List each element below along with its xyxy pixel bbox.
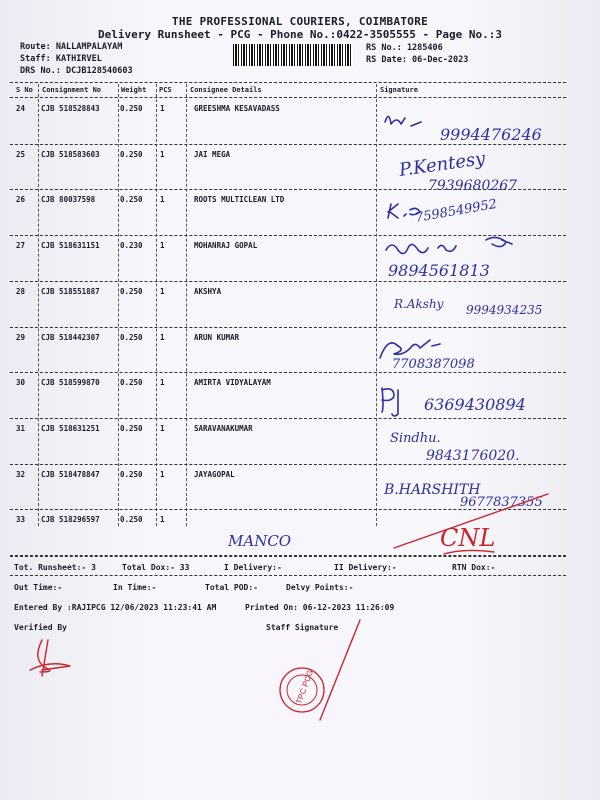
row-weight: 0.250 bbox=[120, 423, 143, 433]
row-consignee: MOHANRAJ GOPAL bbox=[194, 241, 258, 251]
handwritten-phone-32: 9677837355 bbox=[460, 495, 543, 510]
signature-row-30 bbox=[382, 388, 398, 416]
row-consignee: AMIRTA VIDYALAYAM bbox=[194, 378, 271, 388]
row-sno: 24 bbox=[16, 104, 26, 113]
row-consignee: SARAVANAKUMAR bbox=[194, 423, 253, 433]
verified-by: Verified By bbox=[14, 623, 67, 632]
col-header-sno: S No bbox=[16, 86, 33, 94]
cnl-mark: CNL bbox=[440, 524, 496, 552]
row-sno: 31 bbox=[16, 423, 26, 433]
row-sno: 25 bbox=[16, 149, 26, 159]
signature-row-24 bbox=[385, 116, 421, 126]
row-consignee: ARUN KUMAR bbox=[194, 332, 240, 342]
signature-row-28: R.Akshy bbox=[394, 297, 444, 311]
row-pcs: 1 bbox=[160, 195, 165, 205]
staff-signature-mark bbox=[320, 620, 360, 720]
row-weight: 0.250 bbox=[120, 149, 143, 159]
rtn-dox: RTN Dox:- bbox=[452, 563, 496, 572]
row-consignment: CJB 518296597 bbox=[41, 515, 100, 525]
entered-by: Entered By :RAJIPCG 12/06/2023 11:23:41 AM bbox=[14, 603, 217, 612]
staff-label: Staff: KATHIRVEL bbox=[20, 54, 102, 64]
row-sno: 29 bbox=[16, 332, 26, 342]
row-consignment: CJB 518583603 bbox=[41, 149, 100, 159]
signature-row-25: P.Kentesy bbox=[397, 148, 487, 181]
row-pcs: 1 bbox=[160, 515, 165, 525]
row-pcs: 1 bbox=[160, 286, 165, 296]
tot-runsheet: Tot. Runsheet:- 3 bbox=[14, 563, 96, 572]
row-weight: 0.250 bbox=[120, 378, 143, 388]
company-name: THE PROFESSIONAL COURIERS, COIMBATORE bbox=[171, 15, 429, 28]
row-consignee: GREESHMA KESAVADASS bbox=[194, 104, 280, 113]
row-consignment: CJB 518631151 bbox=[41, 241, 100, 251]
signature-row-27 bbox=[386, 237, 512, 253]
row-pcs: 1 bbox=[160, 241, 165, 251]
printed-on: Printed On: 06-12-2023 11:26:09 bbox=[245, 603, 395, 612]
handwritten-phone-29: 7708387098 bbox=[392, 357, 475, 372]
handwritten-phone-27: 9894561813 bbox=[388, 261, 490, 280]
row-pcs: 1 bbox=[160, 104, 165, 113]
col-header-consignment: Consignment No bbox=[42, 86, 102, 94]
total-dox: Total Dox:- 33 bbox=[122, 563, 190, 572]
row-consignment: CJB 518631251 bbox=[41, 423, 100, 433]
ii-delivery: II Delivery:- bbox=[334, 563, 397, 572]
row-consignment: CJB 518442307 bbox=[41, 332, 100, 342]
office-stamp-text: TPC PCG bbox=[294, 668, 316, 706]
handwritten-phone-26: 7598549952 bbox=[414, 196, 499, 226]
handwritten-phone-24: 9994476246 bbox=[440, 125, 542, 144]
row-consignee: JAI MEGA bbox=[194, 149, 231, 159]
delvy-points: Delvy Points:- bbox=[286, 583, 354, 592]
row-pcs: 1 bbox=[160, 423, 165, 433]
row-consignee: JAYAGOPAL bbox=[194, 469, 235, 479]
out-time: Out Time:- bbox=[14, 583, 63, 592]
total-pod: Total POD:- bbox=[205, 583, 258, 592]
row-weight: 0.250 bbox=[120, 332, 143, 342]
row-sno: 33 bbox=[16, 515, 26, 525]
row-sno: 32 bbox=[16, 469, 26, 479]
row-sno: 27 bbox=[16, 241, 26, 251]
row-consignment: CJB 518478847 bbox=[41, 469, 100, 479]
row-weight: 0.250 bbox=[120, 515, 143, 525]
row-consignment: CJB 518599870 bbox=[41, 378, 100, 388]
staff-signature: Staff Signature bbox=[266, 623, 339, 632]
row-consignee: AKSHYA bbox=[194, 286, 222, 296]
col-header-weight: Weight bbox=[121, 86, 147, 94]
i-delivery: I Delivery:- bbox=[224, 563, 282, 572]
row-pcs: 1 bbox=[160, 149, 165, 159]
handwritten-phone-25: 7939680267 bbox=[428, 178, 518, 194]
rs-date: RS Date: 06-Dec-2023 bbox=[366, 55, 469, 65]
row-consignee: ROOTS MULTICLEAN LTD bbox=[194, 195, 285, 205]
handwritten-phone-30: 6369430894 bbox=[424, 395, 526, 414]
row-pcs: 1 bbox=[160, 378, 165, 388]
handwritten-phone-28: 9994934235 bbox=[466, 303, 543, 317]
col-header-consignee: Consignee Details bbox=[190, 86, 262, 94]
row-weight: 0.250 bbox=[120, 469, 143, 479]
row-consignment: CJB 518551887 bbox=[41, 286, 100, 296]
row-weight: 0.250 bbox=[120, 286, 143, 296]
route-label: Route: NALLAMPALAYAM bbox=[20, 42, 123, 52]
col-header-signature: Signature bbox=[380, 86, 418, 94]
row-pcs: 1 bbox=[160, 332, 165, 342]
row-weight: 0.250 bbox=[120, 104, 143, 113]
handwritten-phone-31: 9843176020. bbox=[426, 448, 520, 464]
runsheet-title: Delivery Runsheet - PCG - Phone No.:0422-3505555 - Page No.:3 bbox=[98, 28, 502, 41]
col-header-pcs: PCS bbox=[159, 86, 172, 94]
signature-row-31: Sindhu. bbox=[390, 431, 441, 446]
row-consignment: CJB 80037598 bbox=[41, 195, 96, 205]
row-consignment: CJB 518528843 bbox=[41, 104, 100, 113]
rs-number: RS No.: 1285406 bbox=[366, 43, 443, 53]
verified-signature bbox=[30, 640, 70, 676]
drs-number: DRS No.: DCJB128540603 bbox=[20, 66, 133, 76]
row-sno: 26 bbox=[16, 195, 26, 205]
handwritten-name-33: MANCO bbox=[228, 532, 292, 550]
row-weight: 0.250 bbox=[120, 195, 143, 205]
signature-row-29 bbox=[380, 340, 440, 358]
in-time: In Time:- bbox=[113, 583, 157, 592]
row-weight: 0.230 bbox=[120, 241, 143, 251]
row-sno: 28 bbox=[16, 286, 26, 296]
signature-row-32: B.HARSHITH bbox=[384, 482, 481, 498]
row-pcs: 1 bbox=[160, 469, 165, 479]
row-sno: 30 bbox=[16, 378, 26, 388]
